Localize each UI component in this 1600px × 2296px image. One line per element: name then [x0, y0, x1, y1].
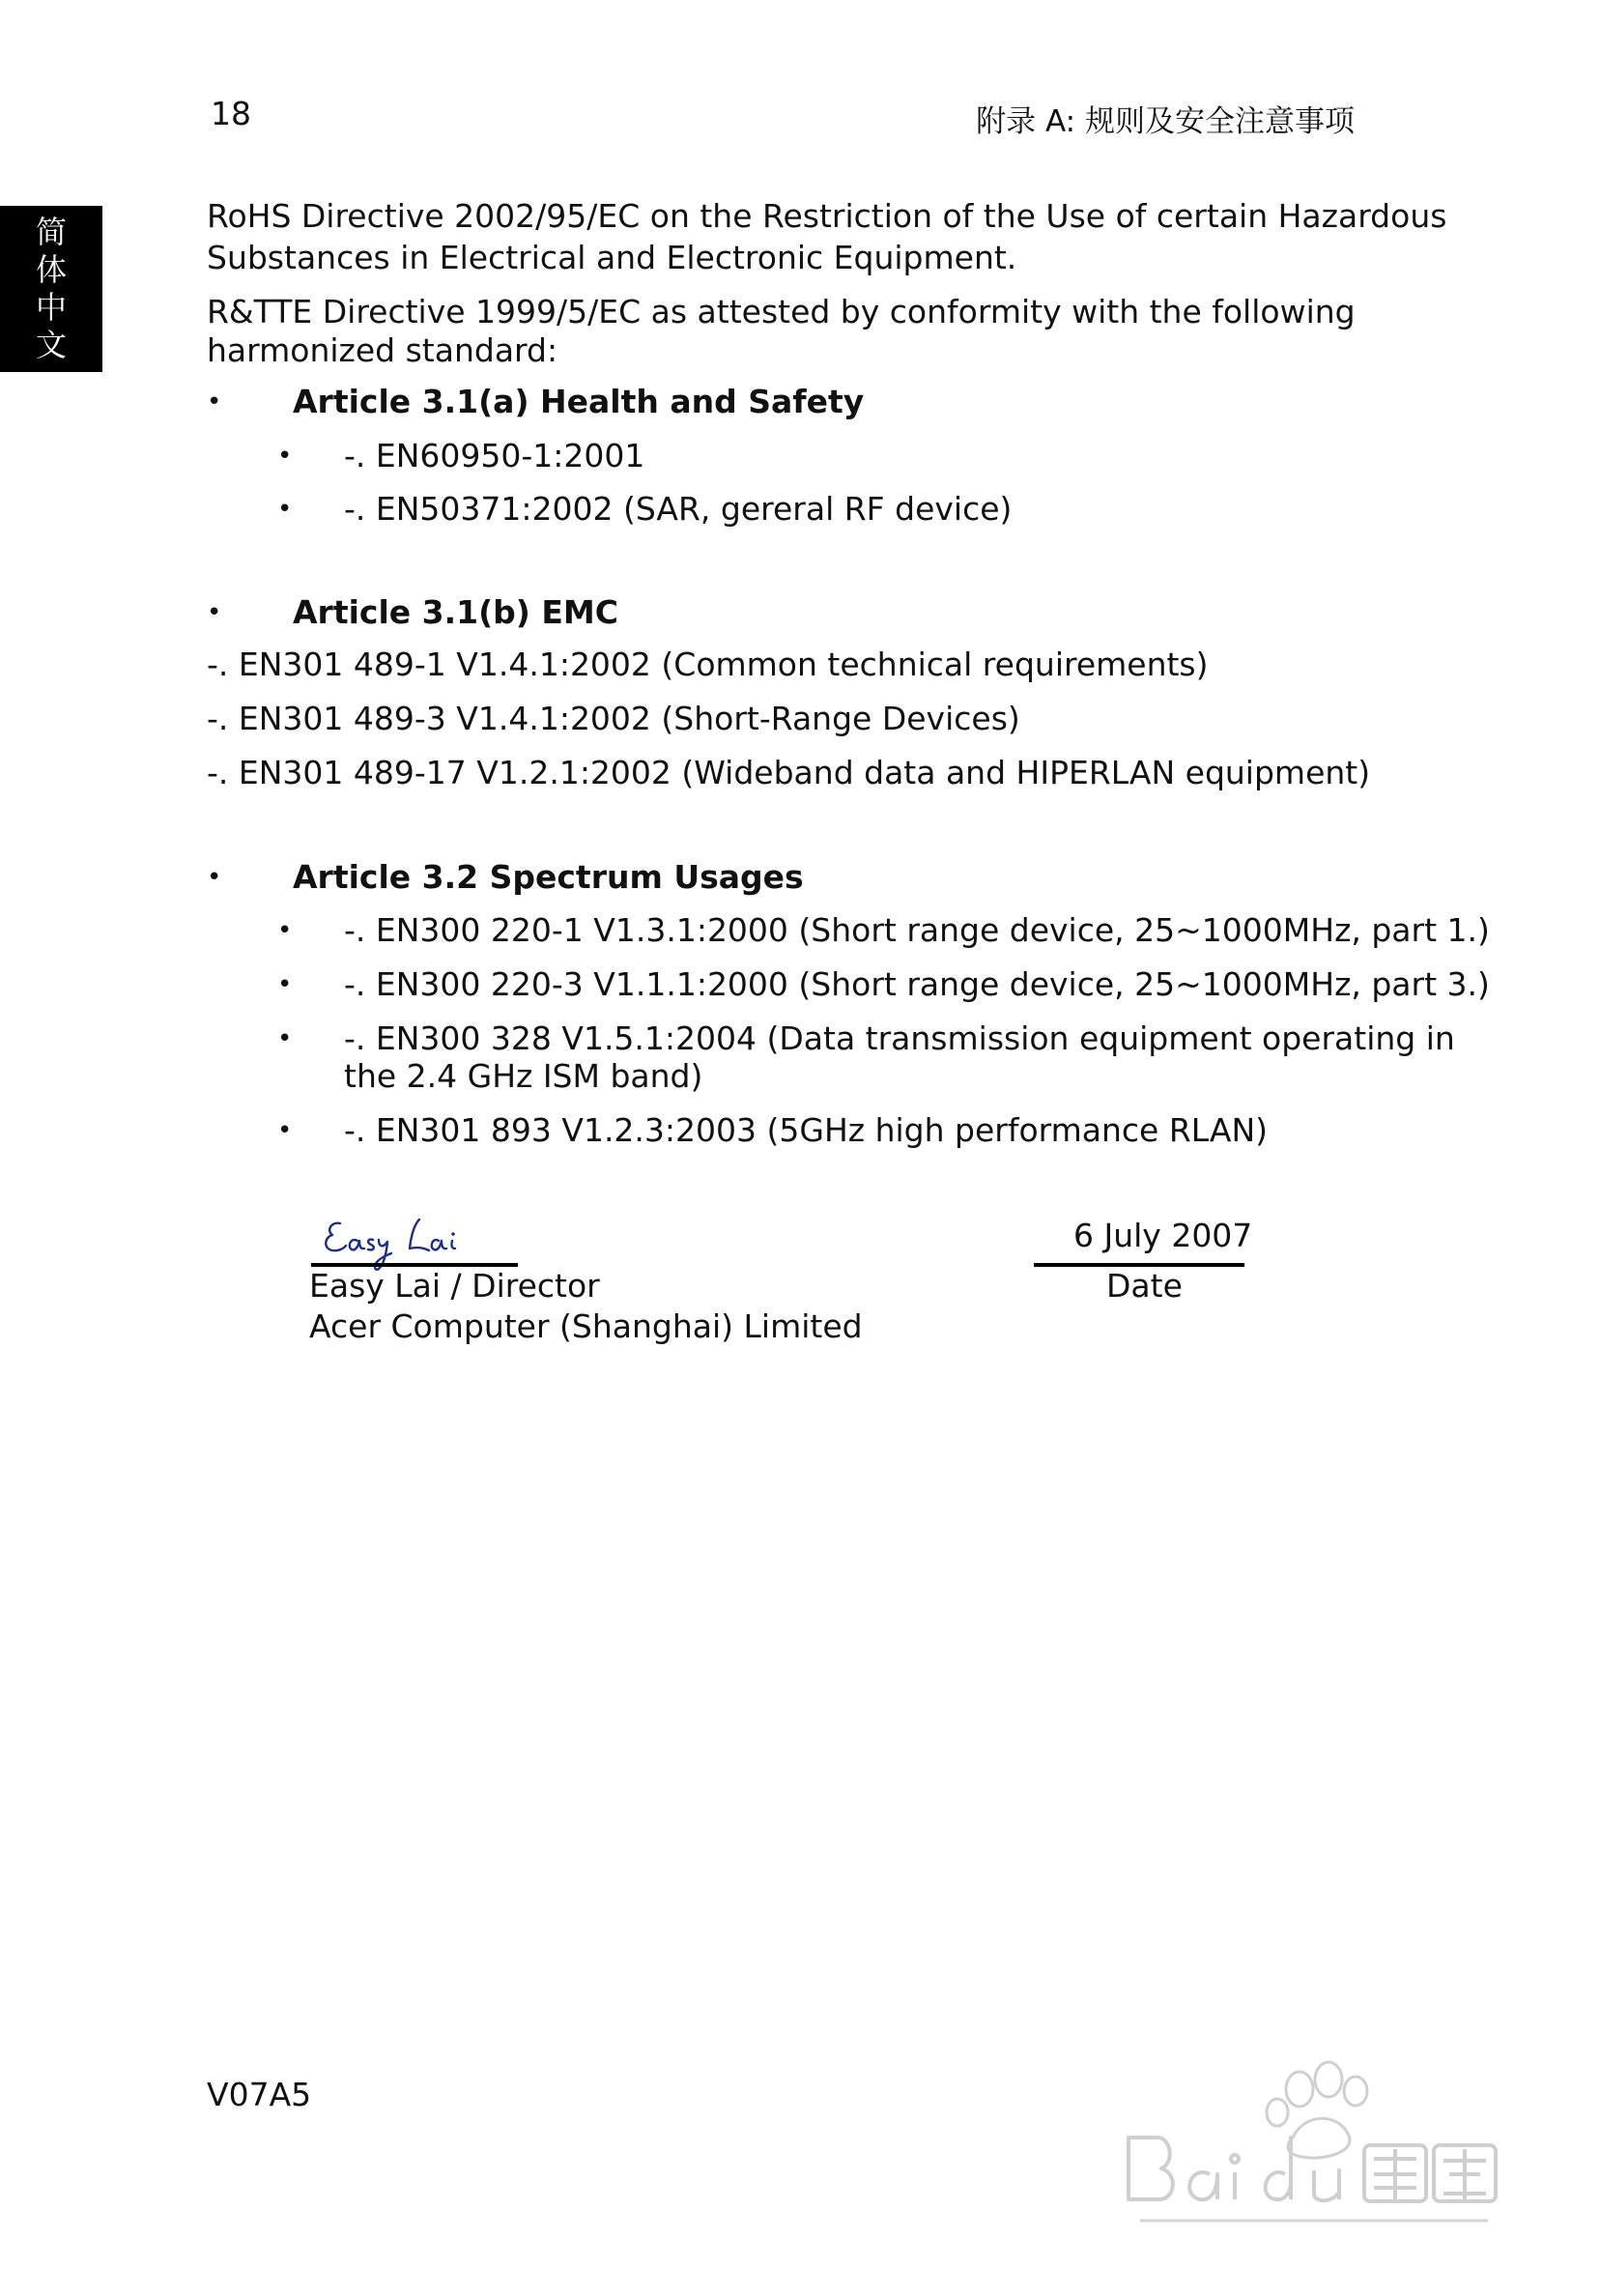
standard-item-continuation: the 2.4 GHz ISM band): [344, 1057, 703, 1095]
bullet-icon: •: [207, 387, 222, 416]
page-number: 18: [211, 95, 251, 132]
rohs-text-line-1: RoHS Directive 2002/95/EC on the Restriction of the Use of certain Hazardous: [207, 197, 1447, 235]
footer-document-code: V07A5: [207, 2076, 312, 2113]
standard-item: -. EN300 220-3 V1.1.1:2000 (Short range device, 25~1000MHz, part 3.): [344, 965, 1490, 1003]
side-tab-char: 中: [35, 289, 67, 326]
bullet-icon: •: [277, 1116, 293, 1145]
rtte-text-line-2: harmonized standard:: [207, 331, 558, 369]
standard-item: -. EN301 489-1 V1.4.1:2002 (Common technical requirements): [207, 646, 1209, 683]
baidu-jingyan-watermark-logo: [1121, 2029, 1507, 2242]
signature-date-value: 6 July 2007: [1073, 1217, 1253, 1254]
side-tab-char: 体: [35, 251, 67, 288]
standard-item: -. EN301 489-17 V1.2.1:2002 (Wideband data and HIPERLAN equipment): [207, 754, 1371, 791]
signer-name-title: Easy Lai / Director: [309, 1267, 600, 1305]
article-3-1b-heading: Article 3.1(b) EMC: [293, 593, 618, 631]
bullet-icon: •: [207, 863, 222, 892]
side-tab-char: 简: [35, 214, 67, 250]
rtte-text-line-1: R&TTE Directive 1999/5/EC as attested by conformity with the following: [207, 293, 1356, 330]
bullet-icon: •: [277, 970, 293, 999]
standard-item: -. EN301 893 V1.2.3:2003 (5GHz high performance RLAN): [344, 1111, 1269, 1149]
standard-item: -. EN301 489-3 V1.4.1:2002 (Short-Range Devices): [207, 700, 1020, 737]
bullet-icon: •: [207, 598, 222, 627]
side-tab-char: 文: [35, 327, 67, 363]
signer-company: Acer Computer (Shanghai) Limited: [309, 1307, 863, 1345]
standard-item: -. EN300 220-1 V1.3.1:2000 (Short range device, 25~1000MHz, part 1.): [344, 911, 1490, 949]
standard-item: -. EN300 328 V1.5.1:2004 (Data transmission equipment operating in: [344, 1019, 1455, 1057]
bullet-icon: •: [277, 1024, 293, 1053]
bullet-icon: •: [277, 916, 293, 945]
article-3-1a-heading: Article 3.1(a) Health and Safety: [293, 383, 865, 420]
bullet-icon: •: [277, 442, 293, 471]
rohs-text-line-2: Substances in Electrical and Electronic Equipment.: [207, 239, 1017, 276]
standard-item: -. EN60950-1:2001: [344, 437, 645, 474]
header-section-title: 附录 A: 规则及安全注意事项: [976, 104, 1355, 139]
standard-item: -. EN50371:2002 (SAR, gereral RF device): [344, 490, 1013, 528]
date-label: Date: [1106, 1267, 1183, 1305]
bullet-icon: •: [277, 495, 293, 524]
language-side-tab: [0, 206, 102, 372]
article-3-2-heading: Article 3.2 Spectrum Usages: [293, 858, 804, 896]
